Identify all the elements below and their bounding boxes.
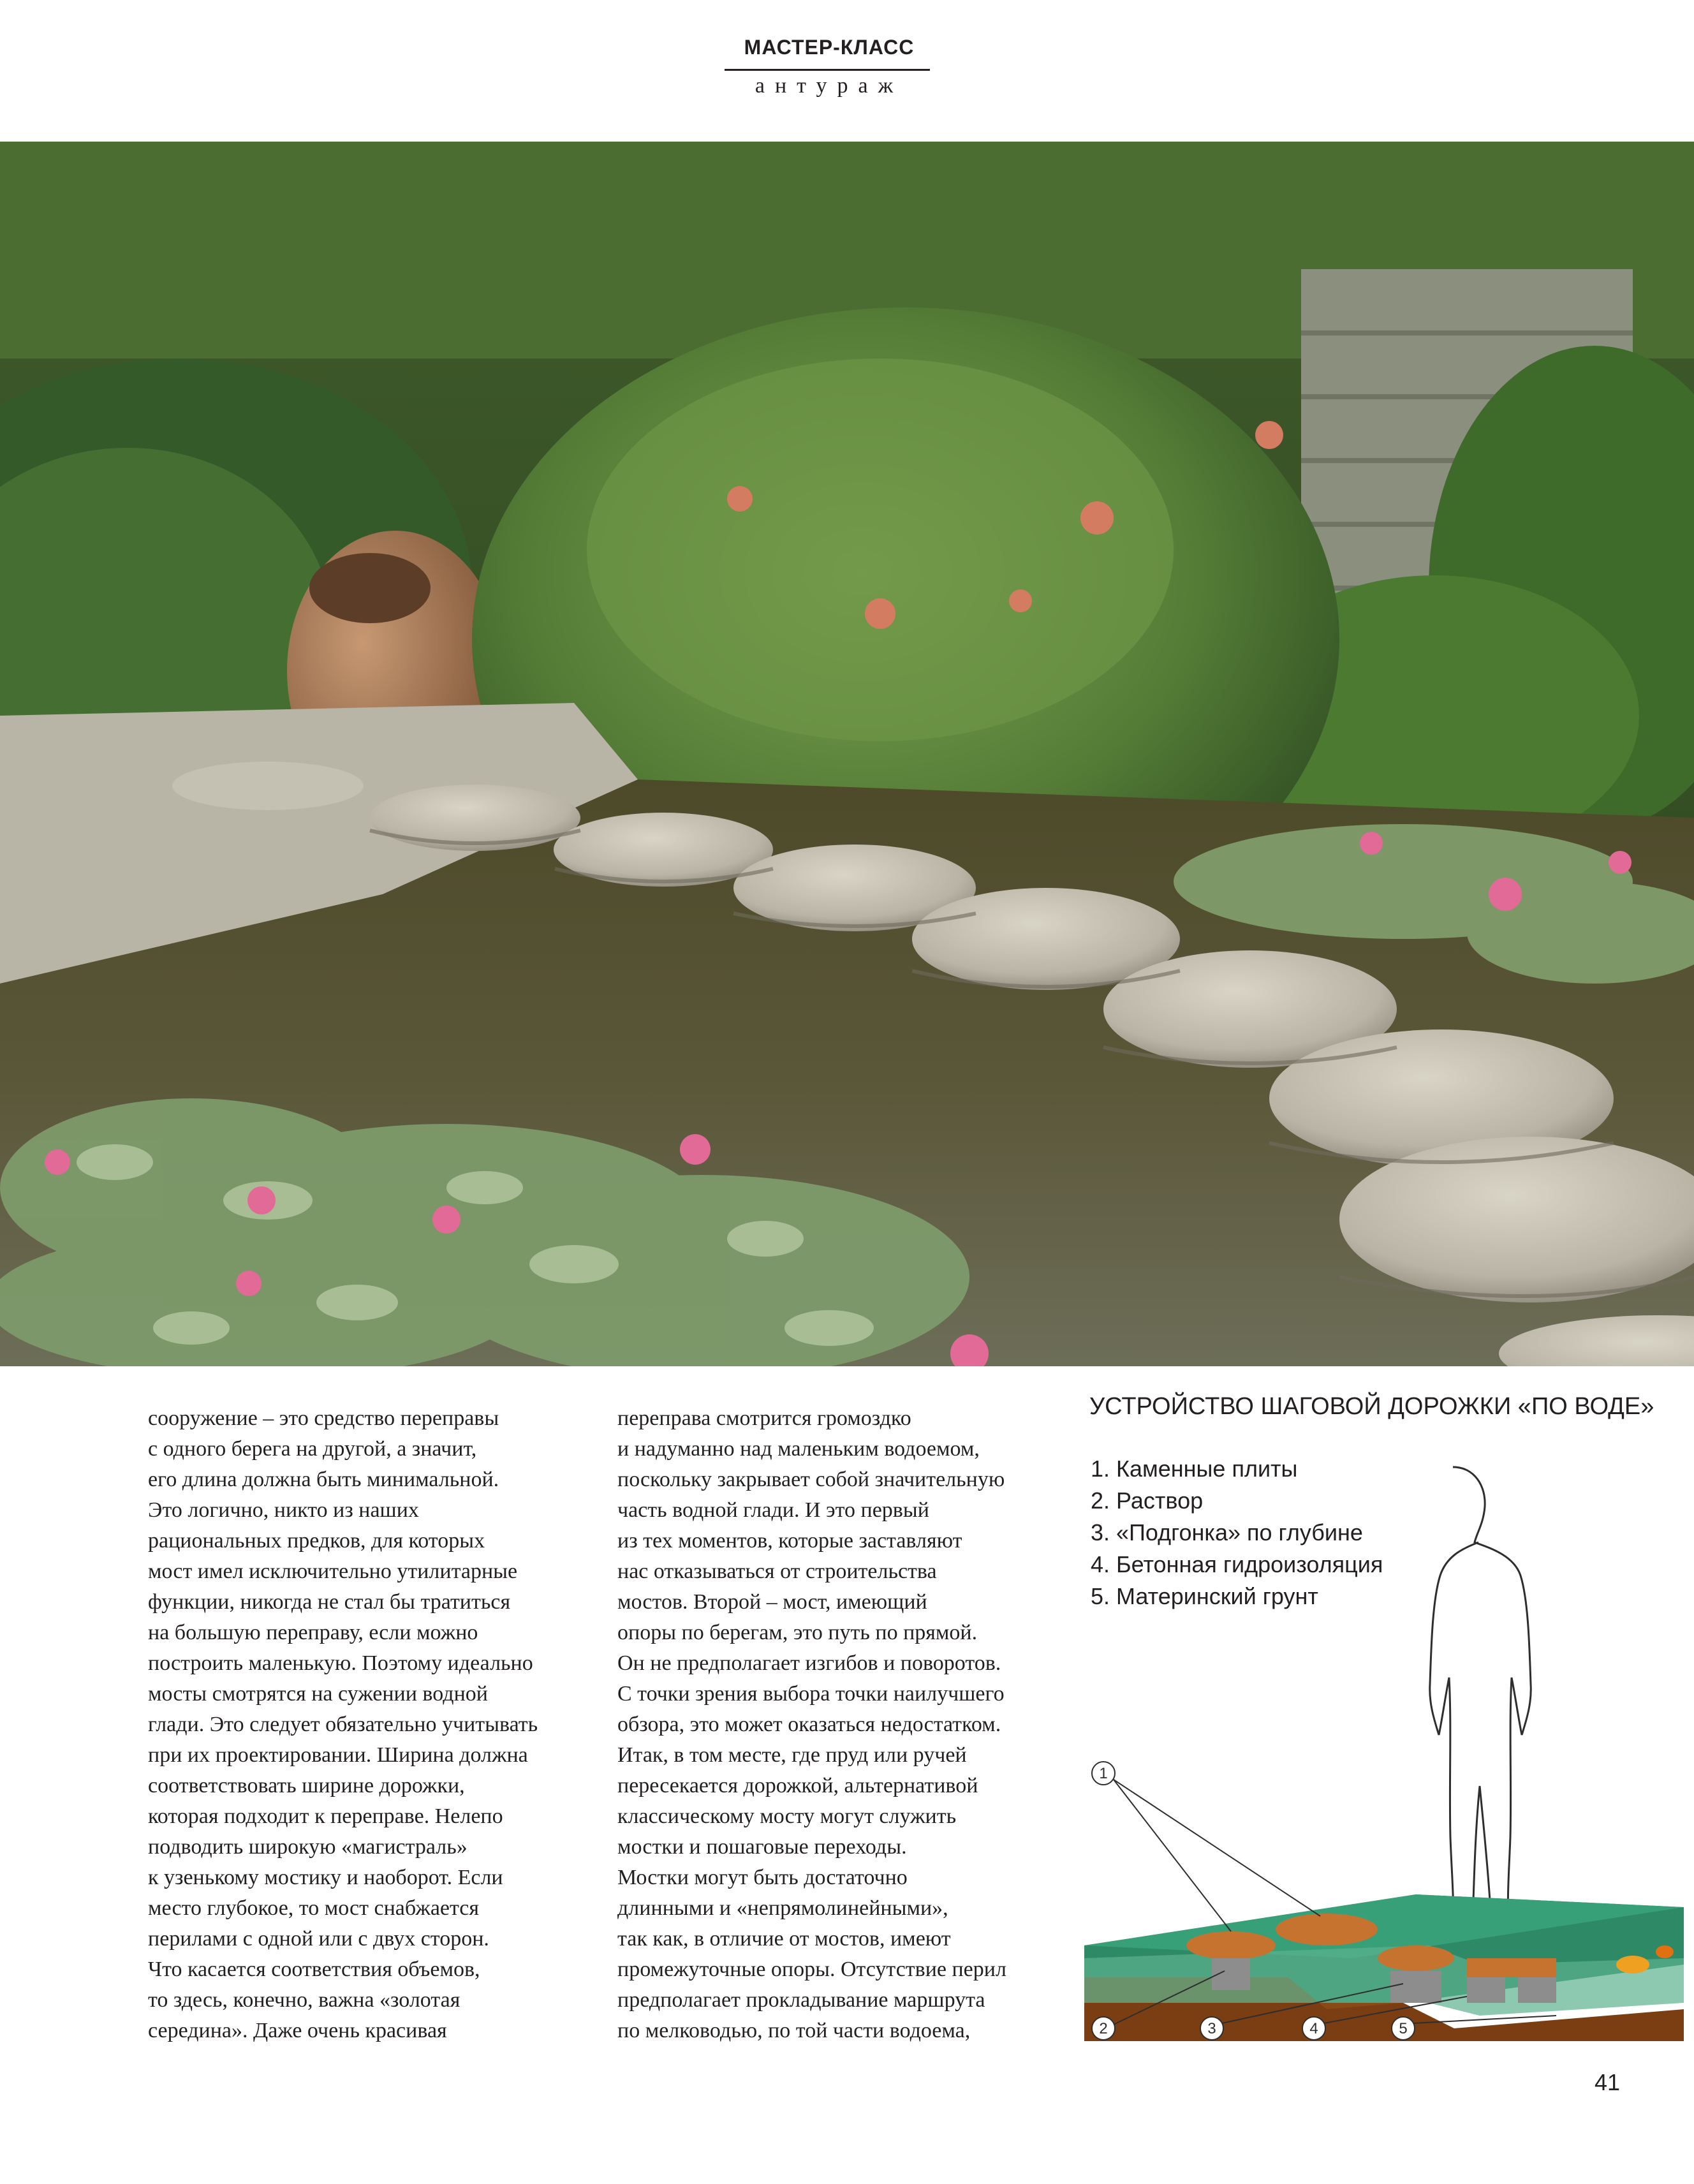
legend-item: 2. Раствор: [1091, 1487, 1204, 1514]
section-subtitle: антураж: [755, 74, 904, 98]
callout-4: 4: [1309, 2020, 1318, 2037]
callout-2: 2: [1099, 2020, 1108, 2037]
stepping-path-diagram: [1072, 1454, 1684, 2041]
diagram-title: УСТРОЙСТВО ШАГОВОЙ ДОРОЖКИ «ПО ВОДЕ»: [1089, 1393, 1654, 1420]
article-column-2: [617, 1403, 1064, 2046]
article-text-1: сооружение – это средство переправы с одного берега на другой, а значит, его длина должна быть минимальной. Это логично, никто из наших рациональных предков, для которых мост имел исключительно утилитарные функции, никогда не стал бы тратиться на большую переправу, если можно построить маленькую. Поэтому идеально мосты смотрятся на сужении водной глади. Это следует обязательно учитывать при их проектировании. Ширина должна соответствовать ширине дорожки, которая подходит к переправе. Нелепо подводить широкую «магистраль» к узенькому мостику и наоборот. Если место глубокое, то мост снабжается перилами с одной или с двух сторон. Что касается соответствия объемов, то здесь, конечно, важна «золотая середина». Даже очень красивая: [148, 1406, 538, 2042]
callout-5: 5: [1399, 2020, 1408, 2037]
article-column-1: [148, 1403, 594, 2046]
legend-item: 5. Материнский грунт: [1091, 1583, 1318, 1609]
article-text-2: переправа смотрится громоздко и надуманно над маленьким водоемом, поскольку закрывает собой значительную часть водной глади. И это первый из тех моментов, которые заставляют нас отказываться от строительства мостов. Второй – мост, имеющий опоры по берегам, это путь по прямой. Он не предполагает изгибов и поворотов. С точки зрения выбора точки наилучшего обзора, это может оказаться недостатком. Итак, в том месте, где пруд или ручей пересекается дорожкой, альтернативой классическому мосту могут служить мостки и пошаговые переходы. Мостки могут быть достаточно длинными и «непрямолинейными», так как, в отличие от мостов, имеют промежуточные опоры. Отсутствие перил предполагает прокладывание маршрута по мелководью, по той части водоема,: [617, 1406, 1006, 2042]
garden-pond-photo: [0, 142, 1694, 1366]
person-silhouette-icon: [1430, 1467, 1531, 1965]
section-divider: [725, 69, 930, 71]
section-title: МАСТЕР-КЛАСС: [744, 36, 915, 59]
legend-item: 1. Каменные плиты: [1091, 1456, 1298, 1482]
page-number: 41: [1594, 2069, 1620, 2095]
callout-1: 1: [1099, 1765, 1108, 1782]
legend-item: 4. Бетонная гидроизоляция: [1091, 1551, 1383, 1577]
callout-3: 3: [1207, 2020, 1216, 2037]
legend-item: 3. «Подгонка» по глубине: [1091, 1519, 1363, 1546]
